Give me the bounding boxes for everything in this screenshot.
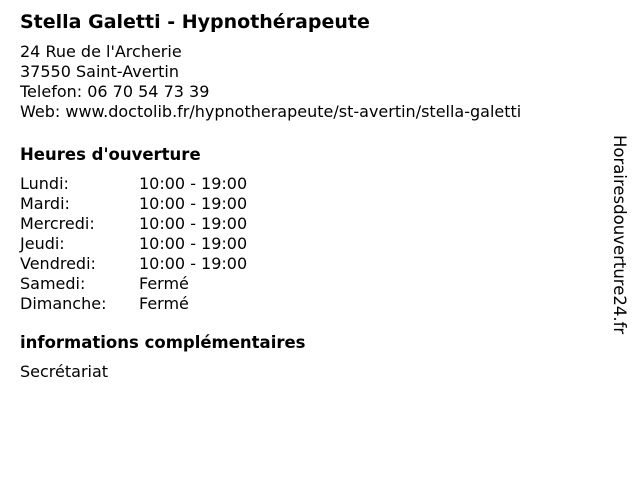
day-hours: 10:00 - 19:00: [139, 214, 248, 233]
day-hours: Fermé: [139, 274, 189, 293]
website-url: Web: www.doctolib.fr/hypnotherapeute/st-avertin/stella-galetti: [20, 102, 522, 121]
hours-row-thursday: [20, 234, 610, 254]
day-hours: Fermé: [139, 294, 189, 313]
day-label: Jeudi:: [20, 234, 65, 253]
day-hours: 10:00 - 19:00: [139, 254, 248, 273]
day-hours: 10:00 - 19:00: [139, 234, 248, 253]
day-label: Vendredi:: [20, 254, 96, 273]
day-hours: 10:00 - 19:00: [139, 174, 248, 193]
day-label: Mardi:: [20, 194, 70, 213]
day-label: Samedi:: [20, 274, 86, 293]
additional-info-heading: informations complémentaires: [20, 333, 306, 352]
hours-row-tuesday: [20, 194, 610, 214]
hours-row-monday: [20, 174, 610, 194]
opening-hours-table: [20, 174, 610, 314]
site-watermark: Horairesdouverture24.fr: [610, 135, 629, 335]
day-label: Lundi:: [20, 174, 69, 193]
phone-number: Telefon: 06 70 54 73 39: [20, 82, 210, 101]
hours-row-friday: [20, 254, 610, 274]
additional-info-text: Secrétariat: [20, 362, 109, 381]
business-title: Stella Galetti - Hypnothérapeute: [20, 11, 370, 33]
day-hours: 10:00 - 19:00: [139, 194, 248, 213]
opening-hours-heading: Heures d'ouverture: [20, 145, 201, 164]
business-card: [20, 10, 610, 382]
hours-row-sunday: [20, 294, 610, 314]
address-city: 37550 Saint-Avertin: [20, 62, 179, 81]
address-street: 24 Rue de l'Archerie: [20, 42, 182, 61]
day-label: Dimanche:: [20, 294, 107, 313]
hours-row-saturday: [20, 274, 610, 294]
address-block: [20, 42, 610, 122]
hours-row-wednesday: [20, 214, 610, 234]
day-label: Mercredi:: [20, 214, 95, 233]
